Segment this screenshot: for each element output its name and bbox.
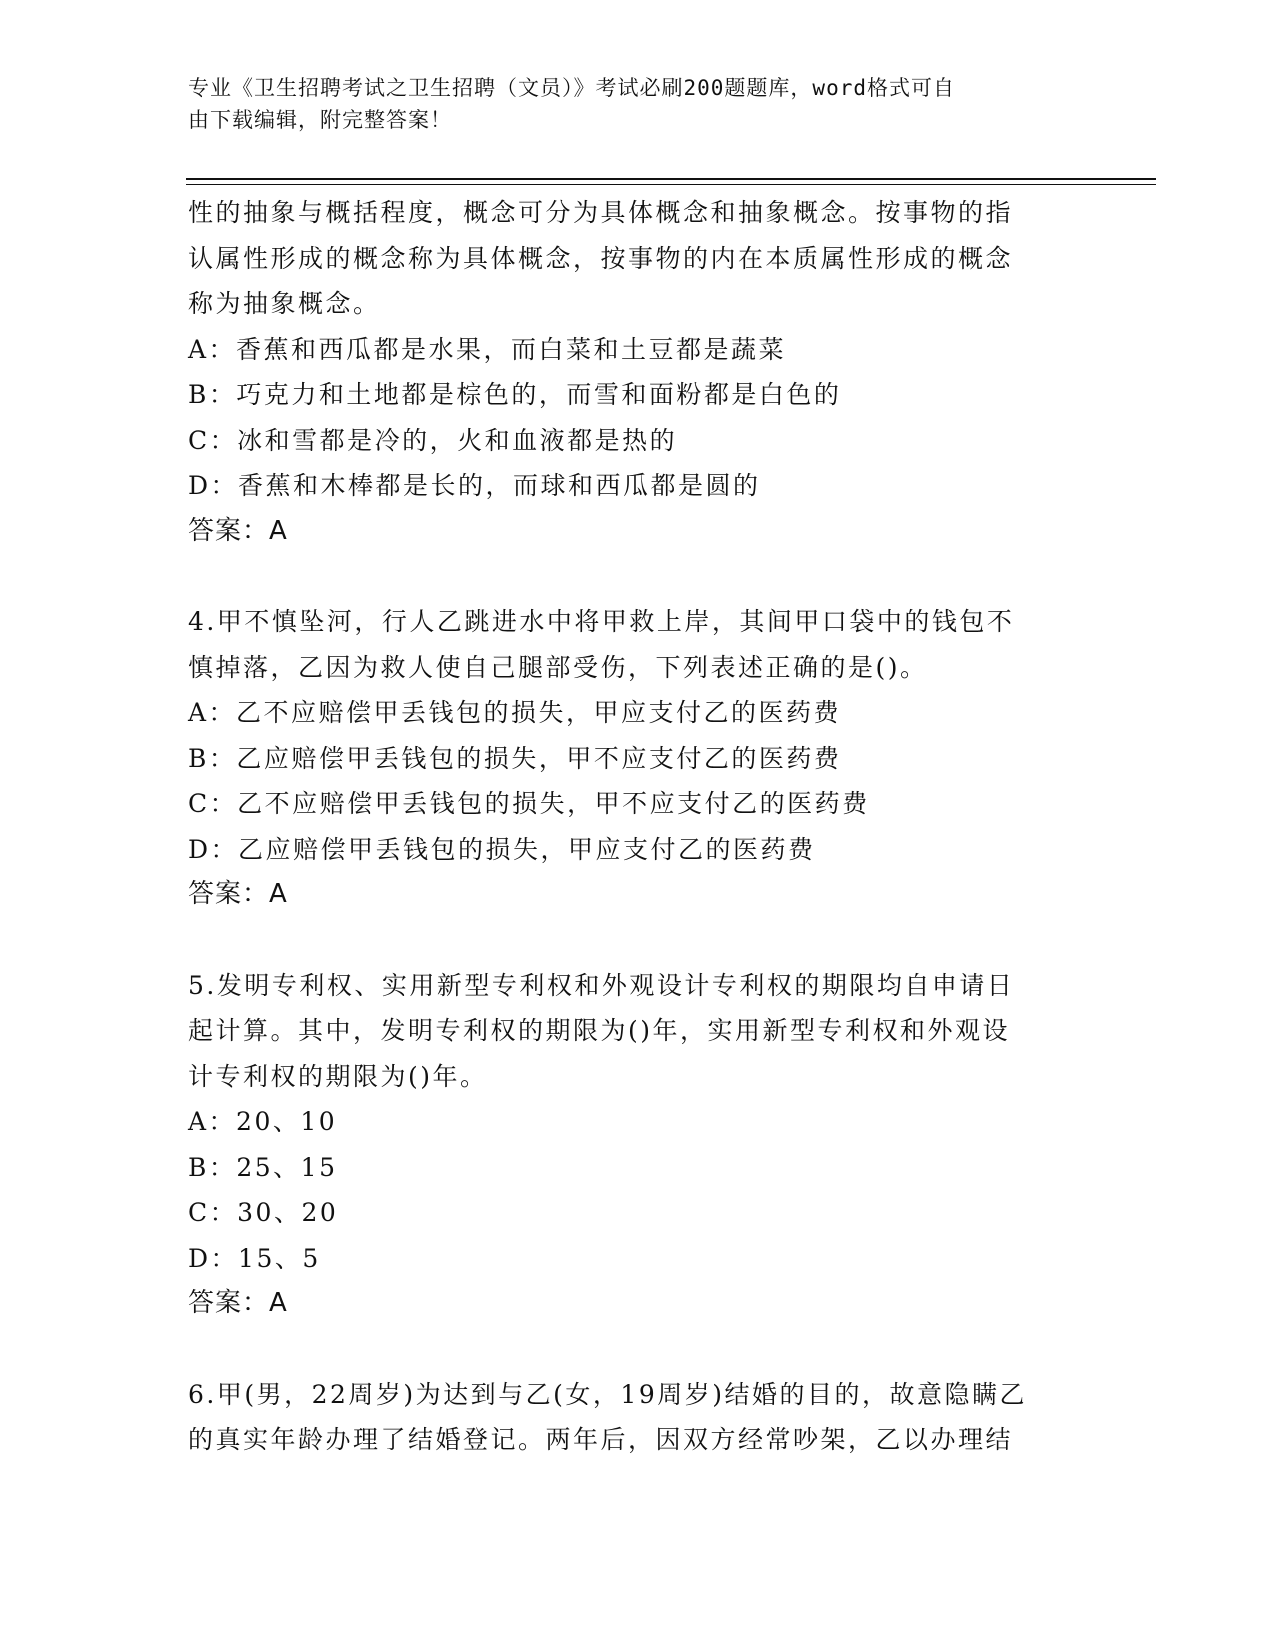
option-c: C：30、20 <box>188 1198 339 1227</box>
question-6 <box>188 1372 1088 1463</box>
question-text-line: 起计算。其中，发明专利权的期限为()年，实用新型专利权和外观设 <box>188 1016 1011 1045</box>
option-b: B：乙应赔偿甲丢钱包的损失，甲不应支付乙的医药费 <box>188 743 842 773</box>
answer-line: 答案：A <box>188 879 288 909</box>
option-d: D：15、5 <box>188 1243 321 1273</box>
document-body <box>188 190 1088 1463</box>
question-spacer <box>188 1327 1088 1372</box>
answer-line: 答案：A <box>188 1288 288 1318</box>
header-line-2: 由下载编辑，附完整答案！ <box>188 108 452 132</box>
option-c: C：冰和雪都是冷的，火和血液都是热的 <box>188 425 678 455</box>
option-b: B：巧克力和土地都是棕色的，而雪和面粉都是白色的 <box>188 380 842 409</box>
question-text-line: 的真实年龄办理了结婚登记。两年后，因双方经常吵架，乙以办理结 <box>188 1425 1014 1454</box>
option-d: D：乙应赔偿甲丢钱包的损失，甲应支付乙的医药费 <box>188 834 816 864</box>
option-d: D：香蕉和木棒都是长的，而球和西瓜都是圆的 <box>188 471 761 500</box>
header-line-1: 专业《卫生招聘考试之卫生招聘（文员）》考试必刷200题题库，word格式可自 <box>188 76 955 100</box>
question-text-line: 5.发明专利权、实用新型专利权和外观设计专利权的期限均自申请日 <box>188 970 1015 1000</box>
option-a: A：香蕉和西瓜都是水果，而白菜和土豆都是蔬菜 <box>188 334 787 364</box>
question-5 <box>188 963 1088 1327</box>
question-3-continued <box>188 190 1088 554</box>
option-b: B：25、15 <box>188 1152 338 1182</box>
question-text-line: 称为抽象概念。 <box>188 289 381 318</box>
question-text-line: 6.甲(男，22周岁)为达到与乙(女，19周岁)结婚的目的，故意隐瞒乙 <box>188 1379 1027 1409</box>
header-divider-thick <box>186 178 1156 180</box>
header-divider-thin <box>186 184 1156 185</box>
question-text-line: 性的抽象与概括程度，概念可分为具体概念和抽象概念。按事物的指 <box>188 198 1014 227</box>
question-spacer <box>188 554 1088 599</box>
document-header <box>188 72 1068 136</box>
option-a: A：乙不应赔偿甲丢钱包的损失，甲应支付乙的医药费 <box>188 698 842 727</box>
option-c: C：乙不应赔偿甲丢钱包的损失，甲不应支付乙的医药费 <box>188 789 870 818</box>
question-text-line: 4.甲不慎坠河，行人乙跳进水中将甲救上岸，其间甲口袋中的钱包不 <box>188 607 1015 636</box>
question-4 <box>188 599 1088 918</box>
question-spacer <box>188 918 1088 963</box>
question-text-line: 认属性形成的概念称为具体概念，按事物的内在本质属性形成的概念 <box>188 243 1014 273</box>
question-text-line: 计专利权的期限为()年。 <box>188 1061 488 1091</box>
answer-line: 答案：A <box>188 515 288 546</box>
option-a: A：20、10 <box>188 1107 338 1136</box>
question-text-line: 慎掉落，乙因为救人使自己腿部受伤，下列表述正确的是()。 <box>188 652 928 682</box>
